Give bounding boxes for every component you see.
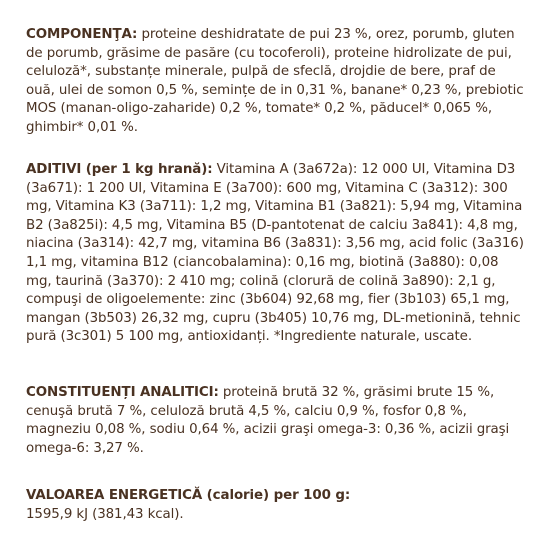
analytical-constituents-section [26,384,526,458]
energy-text: 1595,9 kJ (381,43 kcal). [26,506,184,522]
analytical-text: proteină brută 32 %, grăsimi brute 15 %, cenuşă brută 7 %, celuloză brută 4,5 %, calciu 0,9 %, fosfor 0,8 %, magneziu 0,08 %, sodiu 0,64 %, acizii graşi omega-3: 0,36 %, acizii graşi omega-6: 3,27 %. [26,385,510,456]
composition-heading: COMPONENŢA: [26,27,138,42]
analytical-heading: CONSTITUENȚI ANALITICI: [26,385,219,400]
composition-section [26,26,526,138]
energy-value-section [26,487,526,524]
composition-text: proteine deshidratate de pui 23 %, orez, porumb, gluten de porumb, grăsime de pasăre (cu tocoferoli), proteine hidrolizate de pui, celuloză*, substanțe minerale, pulpă de sfeclă, drojdie de bere, praf de ouă, ulei de somon 0,5 %, semințe de in 0,31 %, banane* 0,23 %, prebiotic MOS (manan-oligo-zaharide) 0,2 %, tomate* 0,2 %, păducel* 0,065 %, ghimbir* 0,01 %. [26,27,524,135]
energy-heading: VALOAREA ENERGETICĂ (calorie) per 100 g: [26,488,351,503]
additives-text: Vitamina A (3a672a): 12 000 UI, Vitamina D3 (3a671): 1 200 UI, Vitamina E (3a700): 600 mg, Vitamina C (3a312): 300 mg, Vitamina K3 (3a711): 1,2 mg, Vitamina B1 (3a821): 5,94 mg, Vitamina B2 (3a825i): 4,5 mg, Vitamina B5 (D-pantotenat de calciu 3a841): 4,8 mg, niacina (3a314): 42,7 mg, vitamina B6 (3a831): 3,56 mg, acid folic (3a316) 1,1 mg, vitamina B12 (ciancobalamina): 0,16 mg, biotină (3a880): 0,08 mg, taurină (3a370): 2 410 mg; colină (clorură de colină 3a890): 2,1 g, compuşi de oligoelemente: zinc (3b604) 92,68 mg, fier (3b103) 65,1 mg, mangan (3b503) 26,32 mg, cupru (3b405) 10,76 mg, DL-metionină, tehnic pură (3c301) 5 100 mg, antioxidanți. *Ingrediente naturale, uscate. [26,162,524,345]
additives-heading: ADITIVI (per 1 kg hrană): [26,162,213,177]
additives-section [26,161,526,347]
